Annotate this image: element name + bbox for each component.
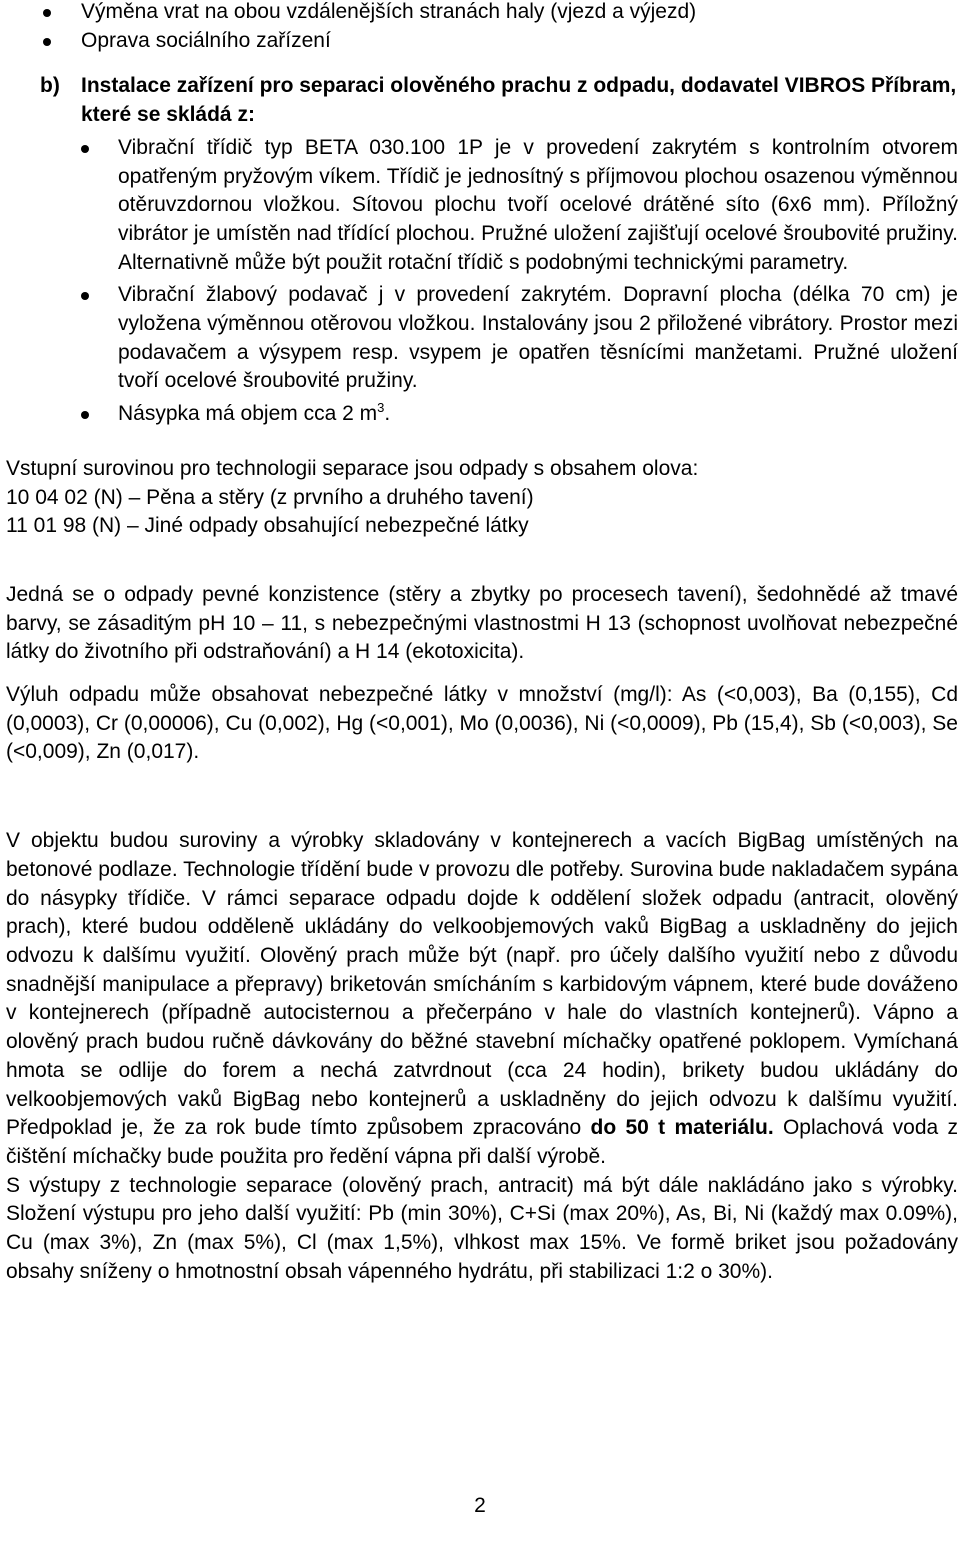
- list-item: [0, 134, 958, 278]
- storage-text: V objektu budou suroviny a výrobky skladovány v kontejnerech a vacích BigBag umístěných na betonové podlaze. Technologie třídění bude v provozu dle potřeby. Surovina bude nakladačem sypána do násypky třídiče. V rámci separace odpadu dojde k oddělení složek odpadu (antracit, olověný prach), které budou odděleně ukládány do velkoobjemových vaků BigBag a uskladněny do jejich odvozu k dalšímu využití. Olověný prach může být (např. pro účely dalšího využití nebo z důvodu snadnější manipulace a přepravy) briketován smícháním s karbidovým vápnem, které bude dováženo v kontejnerech (případně autocisternou a přečerpáno v hale do vlastních kontejnerů). Vápno a olověný prach budou ručně dávkovány do běžné stavební míchačky opatřené poklopem. Vymíchaná hmota se odlije do forem a nechá zatvrdnout (cca 24 hodin), brikety budou ukládány do velkoobjemových vaků BigBag nebo kontejnerů a uskladněny do jejich odvozu k dalšímu využití. Předpoklad je, že za rok bude tímto způsobem zpracováno: [6, 829, 958, 1140]
- bullet-icon: [43, 9, 51, 17]
- waste-code: 10 04 02 (N) – Pěna a stěry (z prvního a druhého tavení): [6, 485, 534, 509]
- list-item-text: Vibrační žlabový podavač j v provedení zakrytém. Dopravní plocha (délka 70 cm) je vyložena výměnnou otěrovou vložkou. Instalovány jsou 2 přiložené vibrátory. Prostor mezi podavačem a výsypem resp. vsypem je opatřen těsnícími manžetami. Pružné uložení tvoří ocelové šroubovité pružiny.: [118, 283, 958, 393]
- waste-description: Jedná se o odpady pevné konzistence (stěry a zbytky po procesech tavení), šedohnědé až tmavé barvy, se zásaditým pH 10 – 11, s nebezpečnými vlastnostmi H 13 (schopnost uvolňovat nebezpečné látky do životního při odstraňování) a H 14 (ekotoxicita).: [6, 582, 958, 664]
- list-item: [0, 27, 960, 56]
- bullet-icon: [81, 292, 89, 300]
- hopper-suffix: .: [384, 402, 391, 426]
- list-item-text: Vibrační třídič typ BETA 030.100 1P je v provedení zakrytém s kontrolním otvorem opatřeným pryžovým víkem. Třídič je jednosítný s příjmovou plochou osazenou výměnnou otěruvzdornou vložkou. Sítovou plochu tvoří ocelové drátěné síto (6x6 mm). Příložný vibrátor je umístěn nad třídící plochou. Pružné uložení zajišťují ocelové šroubovité pružiny. Alternativně může být použit rotační třídič s podobnými technickými parametry.: [118, 135, 958, 274]
- list-item: [0, 400, 958, 429]
- bullet-icon: [81, 145, 89, 153]
- leachate-paragraph: Výluh odpadu může obsahovat nebezpečné látky v množství (mg/l): As (<0,003), Ba (0,155), Cd (0,0003), Cr (0,00006), Cu (0,002), Hg (<0,001), Mo (0,0036), Ni (<0,0009), Pb (15,4), Sb (<0,003), Se (<0,009), Zn (0,017).: [6, 683, 958, 764]
- page-number: 2: [474, 1494, 486, 1517]
- superscript: 3: [377, 400, 385, 416]
- storage-text-end: Oplachová voda z čištění míchačky bude použita pro ředění vápna při další výrobě.: [6, 1116, 958, 1168]
- output-paragraph: S výstupy z technologie separace (olověný prach, antracit) má být dále nakládáno jako s výrobky. Složení výstupu pro jeho další využití: Pb (min 30%), C+Si (max 20%), As, Bi, Ni (každý max 0.09%), Cu (max 3%), Zn (max 5%), Cl (max 1,5%), vlhkost max 15%. Ve formě briket jsou požadovány obsahy sníženy o hmotnostní obsah vápenného hydrátu, při stabilizaci 1:2 o 30%).: [6, 1173, 958, 1283]
- section-b-heading: [0, 72, 960, 129]
- section-heading-text: Instalace zařízení pro separaci olověného prachu z odpadu, dodavatel VIBROS Příbram, které se skládá z:: [81, 74, 957, 127]
- storage-paragraph: [6, 827, 958, 1171]
- hopper-text: Násypka má objem cca 2 m: [118, 402, 378, 426]
- list-item-text: Výměna vrat na obou vzdálenějších stranách haly (vjezd a výjezd): [81, 0, 697, 23]
- section-marker: b): [40, 74, 60, 98]
- equipment-bullet-list: [0, 134, 960, 429]
- top-bullet-list: [0, 0, 960, 55]
- input-intro: Vstupní surovinou pro technologii separace jsou odpady s obsahem olova:: [6, 456, 699, 480]
- storage-bold-text: do 50 t materiálu.: [590, 1116, 774, 1140]
- list-item-text: Oprava sociálního zařízení: [81, 28, 331, 52]
- list-item: [0, 281, 958, 396]
- bullet-icon: [43, 38, 51, 46]
- bullet-icon: [81, 411, 89, 419]
- waste-code: 11 01 98 (N) – Jiné odpady obsahující nebezpečné látky: [6, 514, 529, 538]
- body-text: [0, 455, 960, 1287]
- list-item: [0, 0, 960, 27]
